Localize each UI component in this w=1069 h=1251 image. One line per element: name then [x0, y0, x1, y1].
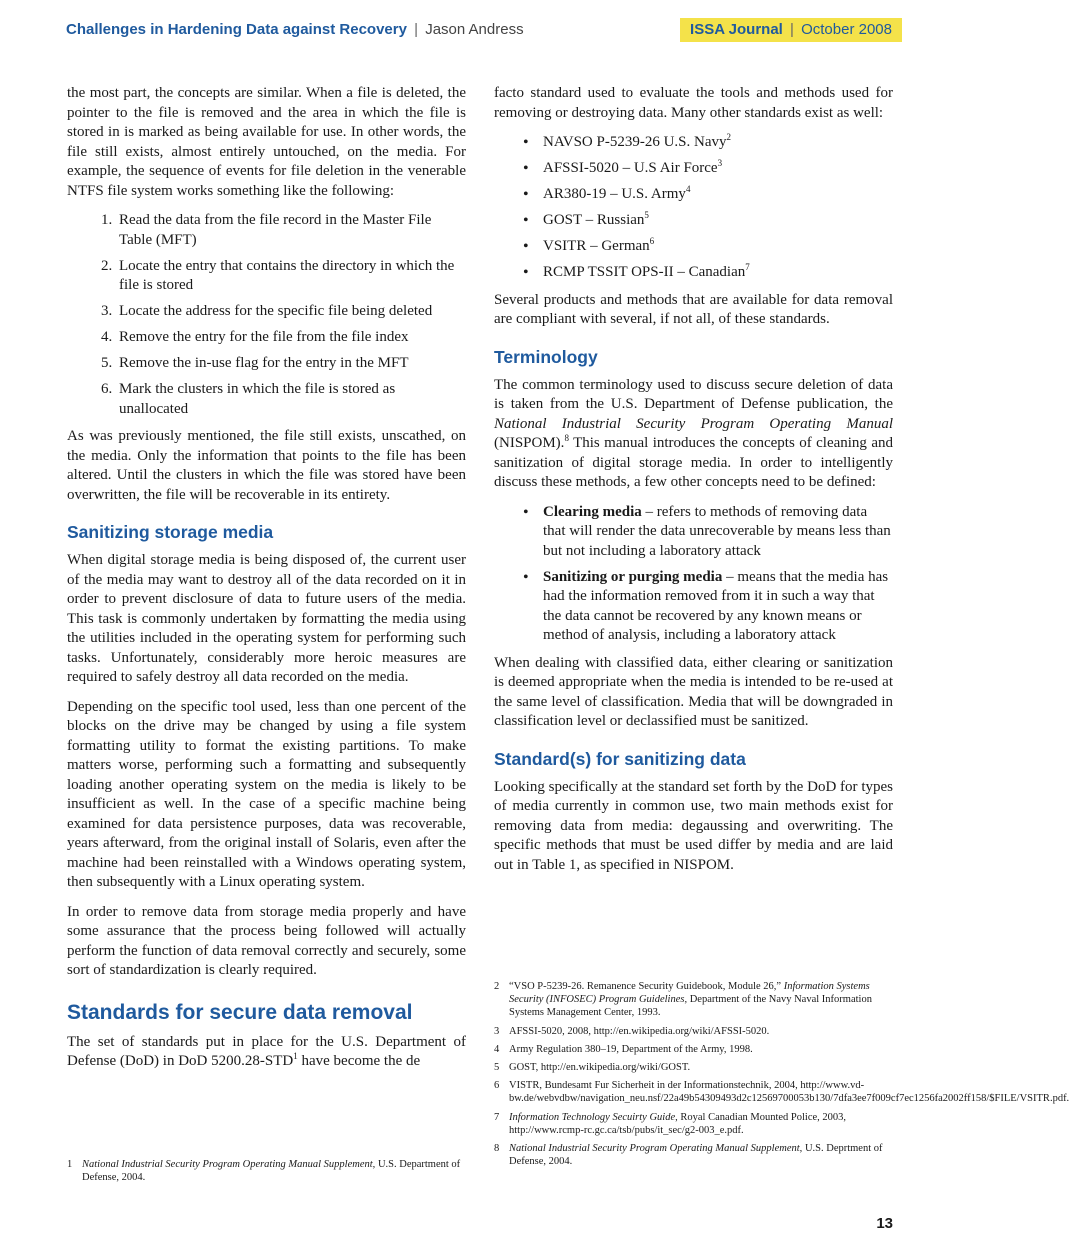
footnote-ref: 8 [564, 433, 569, 443]
list-text: VSITR – German [543, 238, 650, 254]
header-separator: | [414, 21, 419, 38]
list-text: AFSSI-5020 – U.S Air Force [543, 160, 718, 176]
list-item [543, 185, 893, 205]
footnote-number: 3 [494, 1025, 500, 1037]
page-number: 13 [876, 1215, 893, 1232]
header-separator-right: | [790, 21, 794, 38]
section-heading: Terminology [494, 346, 598, 367]
paragraph: Several products and methods that are available for data removal are compliant with several, if not all, of these standards. [494, 291, 893, 327]
footnote [494, 1079, 1069, 1105]
footnote [494, 1111, 894, 1137]
footnote-ref: 3 [717, 158, 723, 168]
standards-list [494, 133, 893, 283]
right-column [494, 84, 893, 885]
paragraph: Looking specifically at the standard set forth by the DoD for types of media currently in common use, two main methods exist for removing data from media: degaussing and overwriting. The specific methods that must be used differ by media and are laid out in Table 1, as specified in NISPOM. [494, 778, 893, 873]
list-item: 2. Locate the entry that contains the directory in which the file is stored [116, 257, 466, 296]
footnote-title: National Industrial Security Program Operating Manual Supplement, [509, 1143, 803, 1155]
text-run: The set of standards put in place for the U.S. Department of Defense (DoD) in DoD 5200.28-STD [67, 1033, 466, 1069]
footnote-text: , Royal Canadian Mounted Police, 2003, http://www.rcmp-rc.gc.ca/tsb/pubs/it_sec/g2-003_e.pdf. [509, 1111, 847, 1136]
running-header-left [66, 18, 524, 42]
paragraph: Depending on the specific tool used, less than one percent of the blocks on the drive may be changed by using a file system formatting utility to format the existing partitions. To make matters worse, performing such a formatting and subsequently loading another operating system on the media is likely to be insufficient as well. In the case of a specific machine being examined for data persistence purposes, data was recoverable, years afterward, from the original install of Solaris, even after the machine had been reinstalled with a Windows operating system, then subsequently with a Linux operating system. [67, 698, 466, 890]
definition: – refers to methods of removing data that will render the data unrecoverable by means less than but not including a laboratory attack [543, 503, 891, 559]
footnote [494, 1142, 894, 1168]
list-item [543, 133, 893, 153]
footnote-text: VISTR, Bundesamt Fur Sicherheit in der Informationstechnik, 2004, http://www.vd-bw.de/webvdbw/navigation_neu.nsf/22a49b54309493d2c12569700053b130/7dfa3ee7f009cf7ec1256fa2002ff158/$FILE/VSITR.pdf. [509, 1080, 1069, 1105]
list-item [543, 237, 893, 257]
footnote-title: Information Systems Security (INFOSEC) Program Guidelines, [509, 981, 870, 1006]
text-run: have become the de [297, 1053, 421, 1069]
footnote-text: AFSSI-5020, 2008, http://en.wikipedia.org/wiki/AFSSI-5020. [509, 1025, 770, 1037]
footnote-text: Department of the Navy Naval Information Systems Management Center, 1993. [509, 994, 872, 1019]
footnote [494, 1025, 894, 1038]
paragraph: In order to remove data from storage media properly and have some assurance that the process being followed will actually perform the function of data removal correctly and securely, some sort of standardization is clearly required. [67, 903, 466, 978]
footnote-number: 2 [494, 981, 500, 992]
paragraph: facto standard used to evaluate the tools and methods used for removing or destroying data. Many other standards exist as well: [494, 85, 893, 121]
footnote-text: Army Regulation 380–19, Department of the Army, 1998. [509, 1043, 753, 1055]
list-item: 3. Locate the address for the specific file being deleted [116, 302, 466, 322]
list-text: GOST – Russian [543, 212, 645, 228]
list-item: 6. Mark the clusters in which the file is stored as unallocated [116, 380, 466, 419]
footnote-title: Information Technology Secuirty Guide [509, 1111, 676, 1123]
paragraph [494, 376, 893, 493]
footnote-number: 8 [494, 1143, 500, 1155]
footnote-text: U.S. Deprtment of Defense, 2004. [509, 1143, 883, 1168]
definitions-list [494, 503, 893, 646]
list-item: 5. Remove the in-use flag for the entry in the MFT [116, 354, 466, 374]
journal-name: ISSA Journal [690, 21, 783, 38]
list-item: 1. Read the data from the file record in the Master File Table (MFT) [116, 211, 466, 250]
list-item [543, 211, 893, 231]
list-item [543, 159, 893, 179]
footnote [494, 1061, 894, 1074]
footnote [494, 1043, 894, 1056]
footnote-number: 5 [494, 1062, 500, 1074]
footnote-number: 7 [494, 1111, 500, 1123]
footnote-number: 4 [494, 1043, 500, 1055]
list-item [543, 263, 893, 283]
term: Clearing media [543, 503, 642, 520]
footnote-ref: 7 [745, 262, 750, 272]
list-item [543, 568, 893, 646]
text-run: The common terminology used to discuss secure deletion of data is taken from the U.S. Department of Defense publication, the [494, 376, 893, 412]
major-heading: Standards for secure data removal [67, 1000, 413, 1024]
author-name: Jason Andress [425, 21, 524, 38]
footnote-text: U.S. Department of Defense, 2004. [82, 1159, 461, 1184]
text-run: This manual introduces the concepts of cleaning and sanitization of digital storage media. In order to intelligently discuss these methods, a few other concepts need to be defined: [494, 435, 893, 490]
section-heading: Standard(s) for sanitizing data [494, 748, 746, 769]
deletion-steps-list [67, 211, 466, 419]
left-column [67, 84, 466, 1082]
list-text: AR380-19 – U.S. Army [543, 186, 686, 202]
paragraph: As was previously mentioned, the file still exists, unscathed, on the media. Only the information that points to the file has been altered. Until the clusters in which the file was stored have been overwritten, the file will be recoverable in its entirety. [67, 428, 466, 503]
footnote-ref: 5 [644, 210, 649, 220]
footnote-ref: 1 [293, 1051, 298, 1061]
footnote-text: “VSO P-5239-26. Remanence Security Guidebook, Module 26,” [509, 981, 784, 992]
section-heading: Sanitizing storage media [67, 522, 274, 542]
article-title: Challenges in Hardening Data against Recovery [66, 21, 407, 38]
paragraph: the most part, the concepts are similar. When a file is deleted, the pointer to the file is removed and the area in which the file is stored in is marked as being available for use. In other words, the file still exists, almost entirely untouched, on the media. For example, the sequence of events for file deletion in the venerable NTFS file system works something like the following: [67, 85, 466, 199]
footnote [67, 1158, 467, 1184]
footnote-number: 6 [494, 1080, 500, 1092]
list-text: NAVSO P-5239-26 U.S. Navy [543, 134, 727, 150]
footnotes-left [67, 1158, 467, 1189]
list-item [543, 503, 893, 562]
footnote-ref: 4 [685, 184, 691, 194]
footnote [494, 980, 894, 1020]
footnotes-right [494, 980, 1069, 1173]
footnote-number: 1 [67, 1159, 73, 1170]
footnote-ref: 6 [649, 236, 655, 246]
paragraph: When digital storage media is being disposed of, the current user of the media may want to destroy all of the data recorded on it in order to prevent disclosure of data to future users of the media. This task is commonly undertaken by formatting the media using the utilities included in the operating system for performing such tasks. Unfortunately, considerably more heroic measures are required to safely destroy all data recorded on the media. [67, 552, 466, 685]
term: Sanitizing or purging media [543, 568, 723, 585]
running-header-right [680, 18, 902, 42]
definition: – means that the media has had the information removed from it in such a way that the data cannot be recovered by any known means or method of analysis, including a laboratory attack [543, 568, 889, 643]
text-run: (NISPOM). [494, 435, 565, 451]
paragraph: When dealing with classified data, either clearing or sanitization is deemed appropriate when the media is intended to be re-used at the same level of classification. Media that will be downgraded in classification level or declassified must be sanitized. [494, 654, 893, 729]
footnote-text: GOST, http://en.wikipedia.org/wiki/GOST. [509, 1062, 691, 1074]
list-text: RCMP TSSIT OPS-II – Canadian [543, 264, 746, 280]
paragraph [67, 1033, 466, 1072]
list-item: 4. Remove the entry for the file from the file index [116, 328, 466, 348]
issue-date: October 2008 [801, 21, 892, 38]
publication-title: National Industrial Security Program Operating Manual [494, 415, 893, 432]
footnote-ref: 2 [726, 132, 731, 142]
footnote-title: National Industrial Security Program Operating Manual Supplement, [82, 1159, 376, 1170]
